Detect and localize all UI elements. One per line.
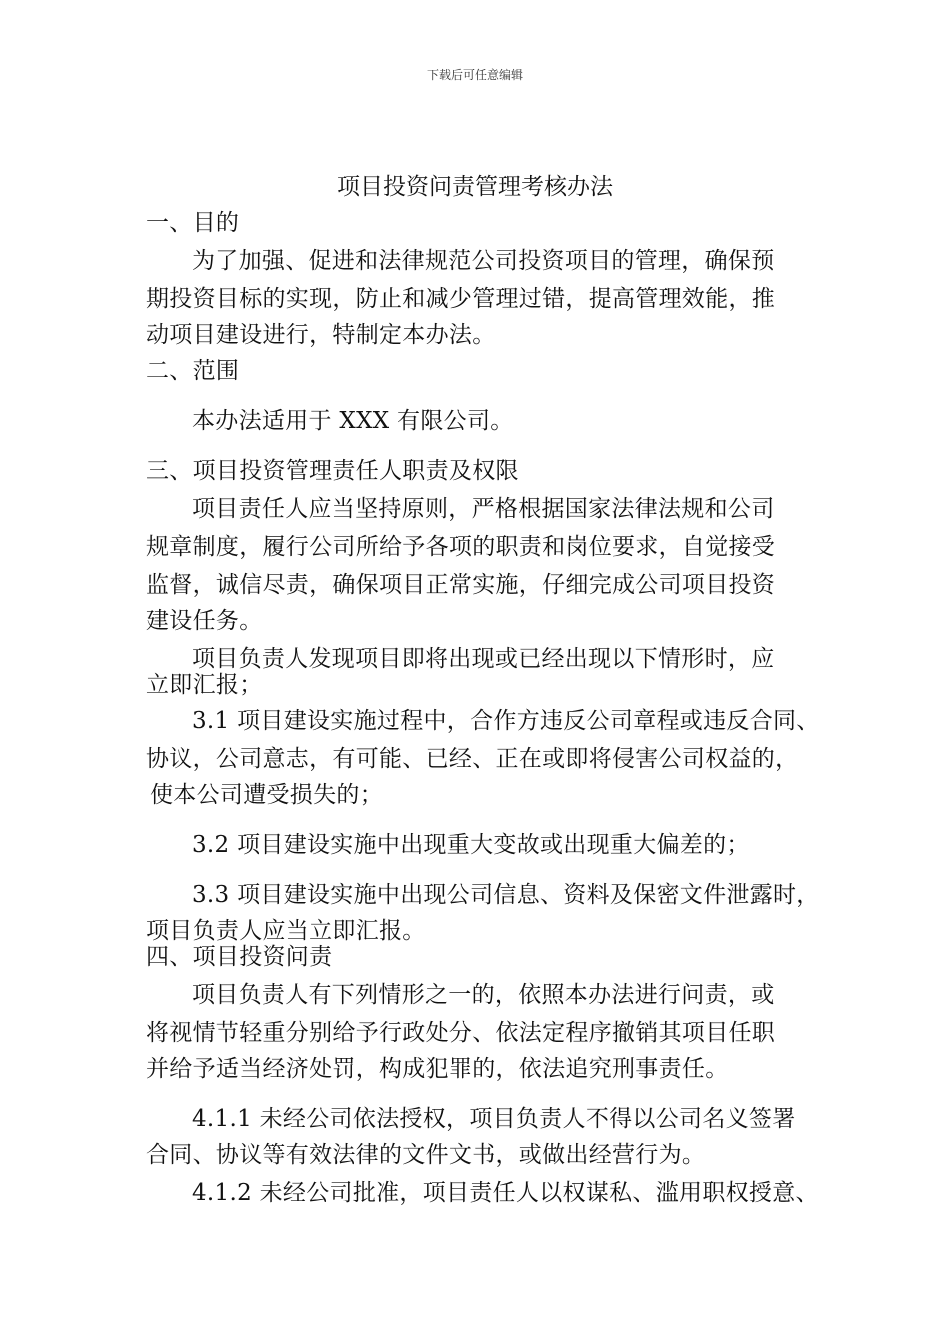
header-note: 下载后可任意编辑 — [426, 68, 523, 82]
list-item-line: 协议，公司意志，有可能、已经、正在或即将侵害公司权益的， — [146, 746, 799, 772]
list-item-line: 3.1 项目建设实施过程中，合作方违反公司章程或违反合同、 — [192, 708, 820, 734]
section-heading-4: 四、项目投资问责 — [146, 944, 333, 970]
list-item-line: 4.1.1 未经公司依法授权，项目负责人不得以公司名义签署 — [192, 1106, 796, 1132]
paragraph-line: 期投资目标的实现，防止和减少管理过错，提高管理效能，推 — [146, 286, 776, 312]
paragraph-line: 为了加强、促进和法律规范公司投资项目的管理，确保预 — [192, 248, 775, 274]
list-item-line: 3.3 项目建设实施中出现公司信息、资料及保密文件泄露时， — [192, 882, 820, 908]
list-item-line: 项目负责人应当立即汇报。 — [146, 918, 426, 944]
list-item-line: 4.1.2 未经公司批准，项目责任人以权谋私、滥用职权授意、 — [192, 1180, 819, 1206]
paragraph-line: 规章制度，履行公司所给予各项的职责和岗位要求，自觉接受 — [146, 534, 776, 560]
paragraph-line: 建设任务。 — [146, 608, 263, 634]
paragraph-line: 项目负责人有下列情形之一的，依照本办法进行问责，或 — [192, 982, 775, 1008]
paragraph-line: 将视情节轻重分别给予行政处分、依法定程序撤销其项目任职 — [146, 1020, 776, 1046]
paragraph-line: 项目责任人应当坚持原则，严格根据国家法律法规和公司 — [192, 496, 775, 522]
paragraph-line: 并给予适当经济处罚，构成犯罪的，依法追究刑事责任。 — [146, 1056, 729, 1082]
paragraph-line: 动项目建设进行，特制定本办法。 — [146, 322, 496, 348]
paragraph-line: 立即汇报； — [146, 672, 263, 698]
section-heading-2: 二、范围 — [146, 358, 240, 384]
list-item-line: 使本公司遭受损失的； — [150, 782, 383, 808]
list-item-line: 合同、协议等有效法律的文件文书，或做出经营行为。 — [146, 1142, 706, 1168]
paragraph-line: 本办法适用于 XXX 有限公司。 — [192, 408, 514, 434]
paragraph-line: 监督，诚信尽责，确保项目正常实施，仔细完成公司项目投资 — [146, 572, 776, 598]
section-heading-1: 一、目的 — [146, 210, 240, 236]
section-heading-3: 三、项目投资管理责任人职责及权限 — [146, 458, 519, 484]
document-title: 项目投资问责管理考核办法 — [337, 174, 613, 200]
list-item-line: 3.2 项目建设实施中出现重大变故或出现重大偏差的； — [192, 832, 750, 858]
paragraph-line: 项目负责人发现项目即将出现或已经出现以下情形时，应 — [192, 646, 775, 672]
